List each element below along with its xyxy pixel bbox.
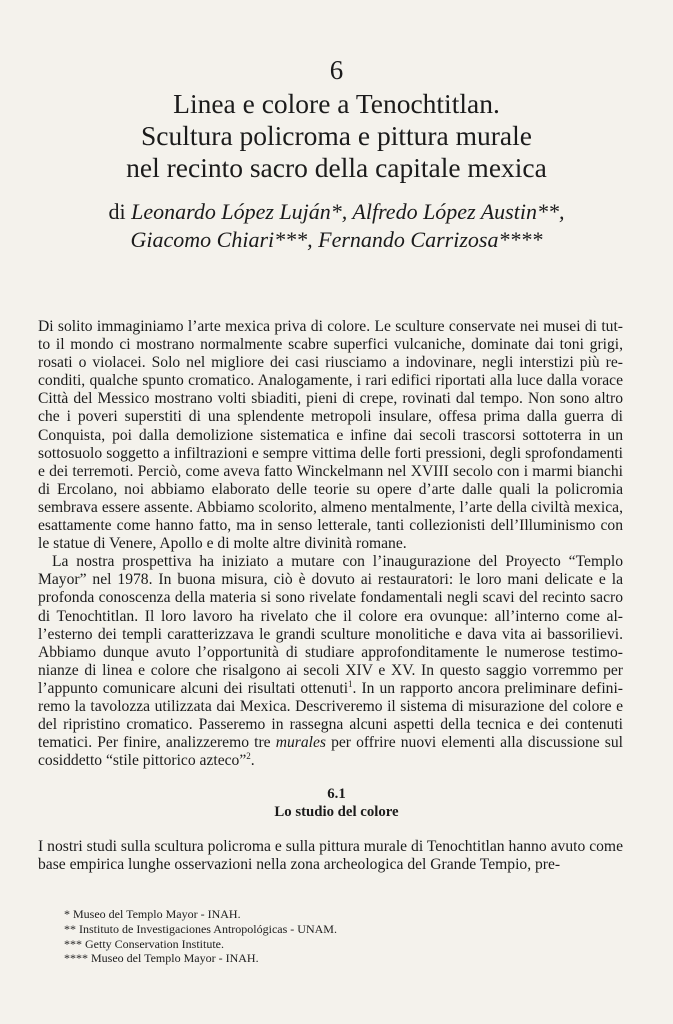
footnote: *** Getty Conservation Institute. <box>64 936 224 951</box>
paragraph <box>38 553 623 770</box>
footnotes <box>64 907 604 966</box>
byline-prefix: di <box>108 199 132 224</box>
footnote: * Museo del Templo Mayor - INAH. <box>64 907 241 921</box>
section-heading <box>0 785 673 821</box>
paragraph: Di solito immaginiamo l’arte mexica priva di colore. Le sculture conservate nei musei di tutto il mondo ci mostrano normalmente scabre superfici vulcaniche, dominate dai toni grigi, rosati o violacei. Solo nel migliore dei casi riusciamo a indovinare, negli interstizi più reconditi, qualche spunto cromatico. Analogamente, i rari edifici riportati alla luce dalla vorace Città del Messico mostrano volti sbiaditi, pieni di crepe, rovinati dal tempo. Non sono altro che i poveri superstiti di una splendente metropoli insulare, offesa prima dalla guerra di Conquista, poi dalla demolizione sistematica e infine dai secoli trascorsi sottoterra in un sottosuolo soggetto a infiltrazioni e sempre vittima delle forti pressioni, degli sprofondamenti e dei terremoti. Perciò, come aveva fatto Winckelmann nel XVIII secolo con i marmi bianchi di Ercolano, noi abbiamo elaborato delle teorie su opere d’arte dalle quali la policromia sembrava essere assente. Abbiamo scolorito, almeno mentalmente, l’arte della civiltà mexica, esattamente come hanno fatto, ma in senso letterale, tanti collezionisti dell’Illuminismo con le statue di Venere, Apollo e di molte altre divinità romane. <box>38 318 623 553</box>
author-name: Alfredo López Austin**, <box>347 199 565 224</box>
title-line-1: Linea e colore a Tenochtitlan. <box>173 88 500 119</box>
title-line-2: Scultura policroma e pittura murale <box>141 120 532 151</box>
author-line-1 <box>60 198 613 226</box>
footnote: **** Museo del Templo Mayor - INAH. <box>64 951 259 966</box>
author-byline <box>60 198 613 254</box>
author-name: Fernando Carrizosa**** <box>312 227 543 252</box>
section-number: 6.1 <box>327 786 346 802</box>
paragraph-text: . In un rapporto ancora preliminare definiremo la tavolozza utilizzata dai Mexica. Descriveremo il sistema di misurazione del colore e del ripristino cromatico. Passeremo in rassegna alcuni aspetti della tecnica e dei contenuti tematici. Per finire, analizzeremo tre <box>38 679 623 752</box>
chapter-number: 6 <box>329 55 344 85</box>
chapter-title <box>60 88 613 184</box>
footnote-ref: 2 <box>246 751 251 762</box>
section-title: Lo studio del colore <box>274 804 399 820</box>
author-line-2 <box>60 226 613 254</box>
italic-term: murales <box>275 734 326 752</box>
paragraph-text: per offrire nuovi elementi alla discussione sul cosiddetto “stile pittorico azteco” <box>38 734 624 770</box>
body-text <box>38 318 623 770</box>
footnote-ref: 1 <box>348 678 353 689</box>
author-name: Leonardo López Luján*, <box>131 199 348 224</box>
title-line-3: nel recinto sacro della capitale mexica <box>126 152 547 183</box>
author-name: Giacomo Chiari***, <box>130 227 313 252</box>
paragraph-text: . <box>250 752 255 770</box>
paragraph: I nostri studi sulla scultura policroma e sulla pittura murale di Tenochtitlan hanno avuto come base empirica lunghe osservazioni nella zona archeologica del Grande Tempio, pre- <box>38 838 623 874</box>
section-body <box>38 838 623 874</box>
paragraph-text: La nostra prospettiva ha iniziato a mutare con l’inaugurazione del Proyecto “Templo Mayor” nel 1978. In buona misura, ciò è dovuto ai restauratori: le loro mani delicate e la profonda conoscenza della materia si sono rivelate fondamentali negli scavi del recinto sacro di Tenochtitlan. Il loro lavoro ha rivelato che il colore era ovunque: all’interno come all’esterno dei templi caratterizzava le grandi sculture monolitiche e dava vita ai bassorilievi. Abbiamo dunque avuto l’opportunità di studiare approfonditamente le numerose testimonianze di linea e colore che risalgono ai secoli XIV e XV. In questo saggio vorremmo per l’appunto comunicare alcuni dei risultati ottenuti <box>38 553 623 697</box>
footnote: ** Instituto de Investigaciones Antropológicas - UNAM. <box>64 921 337 936</box>
